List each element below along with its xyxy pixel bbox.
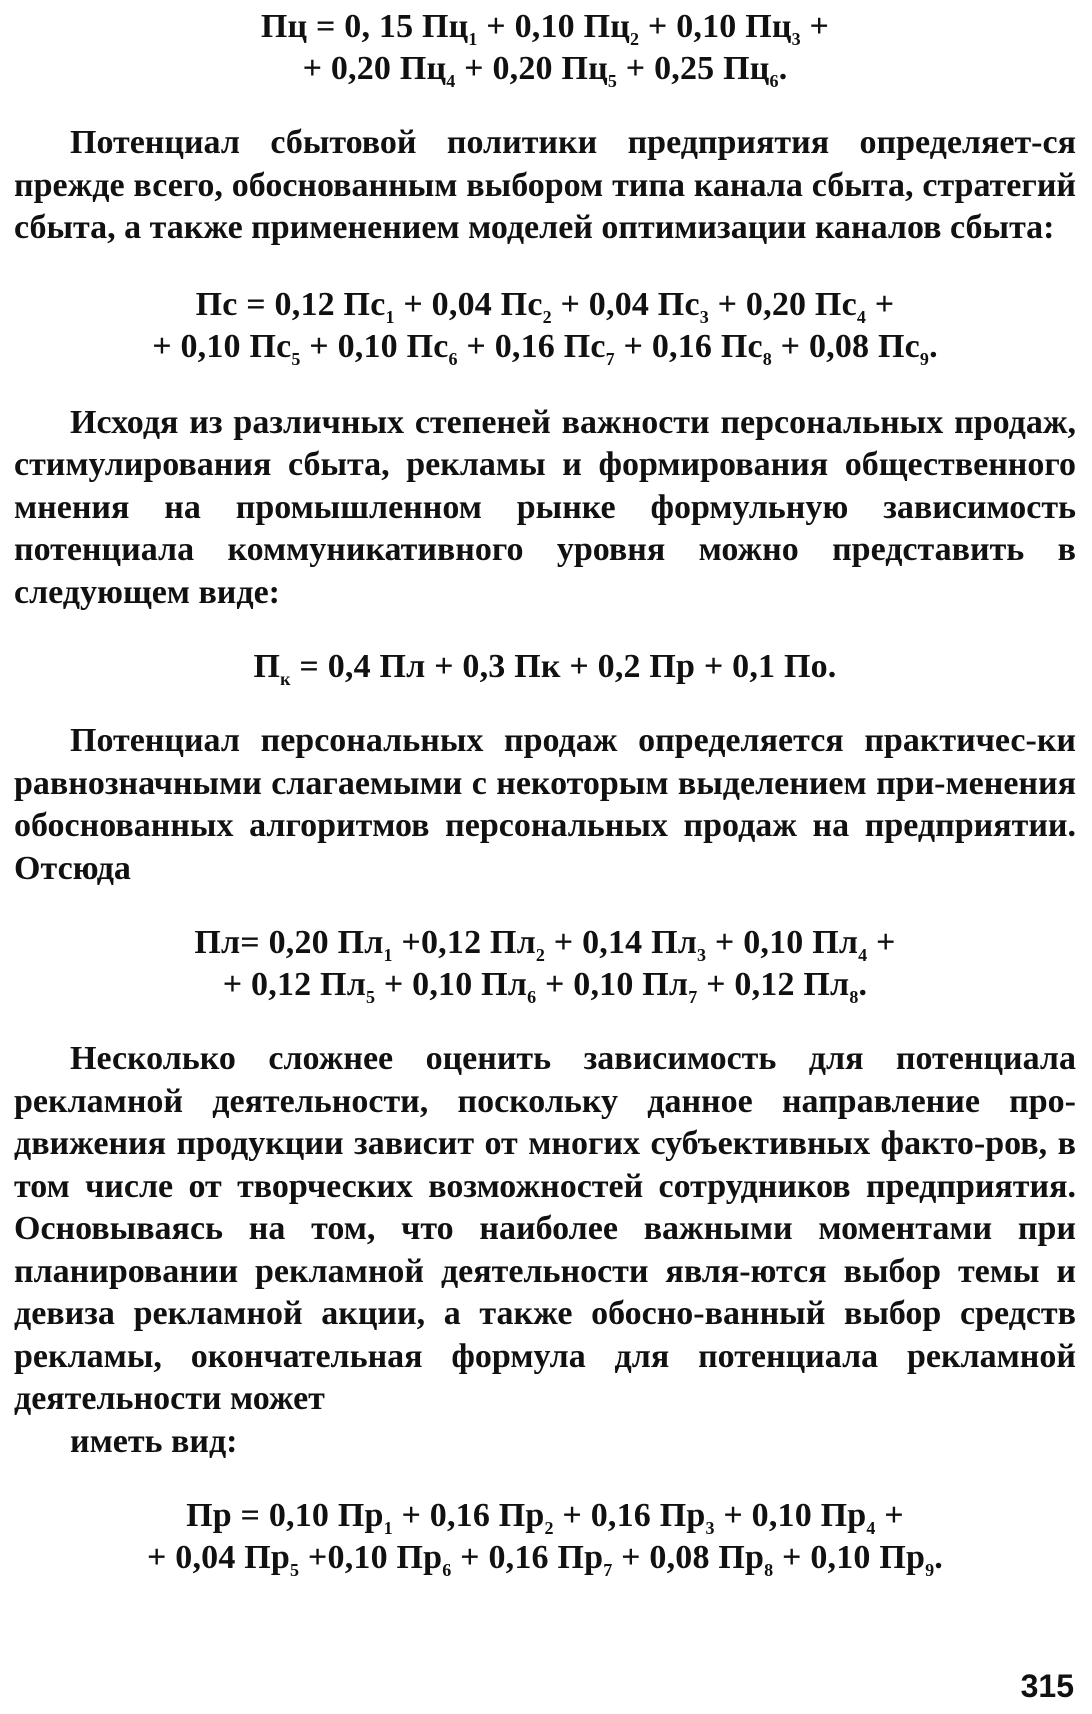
paragraph-sales-policy: Потенциал сбытовой политики предприятия определяет-ся прежде всего, обоснованным выбором типа канала сбыта, стратегий сбыта, а также применением моделей оптимизации каналов сбыта: [14, 124, 1076, 246]
subscript-index: 4 [866, 1517, 876, 1538]
subscript-index: 2 [542, 306, 552, 327]
subscript-index: 5 [290, 1559, 300, 1580]
formula-pl-line-2: + 0,12 $Пл_5 + 0,10$ $Пл_6 + 0,10$ $Пл_7 + 0,12$ $Пл_8$. [222, 966, 868, 1007]
subscript-index: 6 [442, 1559, 452, 1580]
formula-pl-line-1: Пл= 0,20 $Пл_1 +0,12$ $Пл_2 + 0,14$ $Пл_3 + 0,10$ $Пл_4$ + [194, 924, 896, 965]
subscript-index: 1 [385, 306, 395, 327]
subscript-index: 7 [688, 986, 698, 1007]
subscript-index: 1 [383, 1517, 393, 1538]
formula-pr-line-2: + 0,04 $Пр_5 +0,10$ $Пр_6 + 0,16$ $Пр_7 + 0,08$ $Пр_8 + 0,10$ $Пр_9$. [147, 1538, 943, 1580]
subscript-index: 4 [856, 306, 867, 327]
subscript-index: 1 [468, 28, 478, 49]
formula-pc-line-1: Пц = 0, 15 $Пц_1 + 0,10$ $Пц_2 + 0,10$ $Пц_3$ + [260, 8, 830, 49]
subscript-index: 8 [849, 986, 859, 1007]
formula-pk: $П_к = 0,4$ Пл + 0,3 Пк + 0,2 Пр + 0,1 По. [253, 648, 837, 689]
subscript-index: 5 [365, 986, 376, 1007]
paragraph-personal-sales: Потенциал персональных продаж определяется практичес-ки равнозначными слагаемыми с некоторым выделением при-менения обоснованных алгоритмов персональных продаж на предприятии. Отсюда [14, 722, 1076, 887]
paragraph-communication-level: Исходя из различных степеней важности персональных продаж, стимулирования сбыта, рекламы и формирования общественного мнения на промышленном рынке формульную зависимость потенциала коммуникативного уровня можно представить в следующем виде: [14, 403, 1076, 611]
formula-ps-line-2: + 0,10 $Пс_5 + 0,10$ $Пс_6 + 0,16$ $Пс_7 + 0,16$ $Пс_8 + 0,08$ $Пс_9$. [152, 327, 938, 369]
paragraph-advertising-tail: иметь вид: [70, 1422, 238, 1460]
subscript-index: 9 [919, 348, 930, 369]
formula-pc-line-2: + 0,20 $Пц_4 + 0,20$ $Пц_5 + 0,25$ $Пц_6$. [302, 50, 788, 91]
subscript-index: 3 [699, 306, 709, 327]
subscript-index: 4 [858, 944, 868, 965]
page-number: 315 [1020, 1668, 1074, 1704]
subscript-index: 3 [697, 944, 707, 965]
subscript-index: 7 [603, 1559, 613, 1580]
subscript-index: 6 [769, 70, 779, 91]
subscript-index: 8 [764, 1559, 774, 1580]
subscript-index: 7 [605, 348, 615, 369]
subscript-index: к [280, 668, 291, 689]
subscript-index: 2 [535, 944, 546, 965]
subscript-index: 5 [291, 348, 301, 369]
subscript-index: 6 [448, 348, 458, 369]
subscript-index: 5 [607, 70, 618, 91]
subscript-index: 4 [446, 70, 456, 91]
formula-pr-line-1: Пр = 0,10 $Пр_1 + 0,16$ $Пр_2 + 0,16$ $Пр_3 + 0,10$ $Пр_4$ + [186, 1496, 904, 1538]
subscript-index: 8 [762, 348, 772, 369]
subscript-index: 3 [791, 28, 801, 49]
subscript-index: 3 [705, 1517, 715, 1538]
subscript-index: 1 [383, 944, 393, 965]
subscript-index: 2 [544, 1517, 554, 1538]
subscript-index: 9 [925, 1559, 935, 1580]
paragraph-advertising: Несколько сложнее оценить зависимость для потенциала рекламной деятельности, поскольку данное направление про-движения продукции зависит от многих субъективных факто-ров, в том числе от творческих возможностей сотрудников предприятия. Основываясь на том, что наиболее важными моментами при планировании рекламной деятельности явля-ются выбор темы и девиза рекламной акции, а также обосно-ванный выбор средств рекламы, окончательная формула для потенциала рекламной деятельности может [14, 1040, 1076, 1417]
subscript-index: 2 [630, 28, 640, 49]
subscript-index: 6 [527, 986, 537, 1007]
formula-ps-line-1: Пс = 0,12 $Пс_1 + 0,04$ $Пс_2 + 0,04$ $Пс_3 + 0,20$ $Пс_4$ + [195, 285, 895, 327]
